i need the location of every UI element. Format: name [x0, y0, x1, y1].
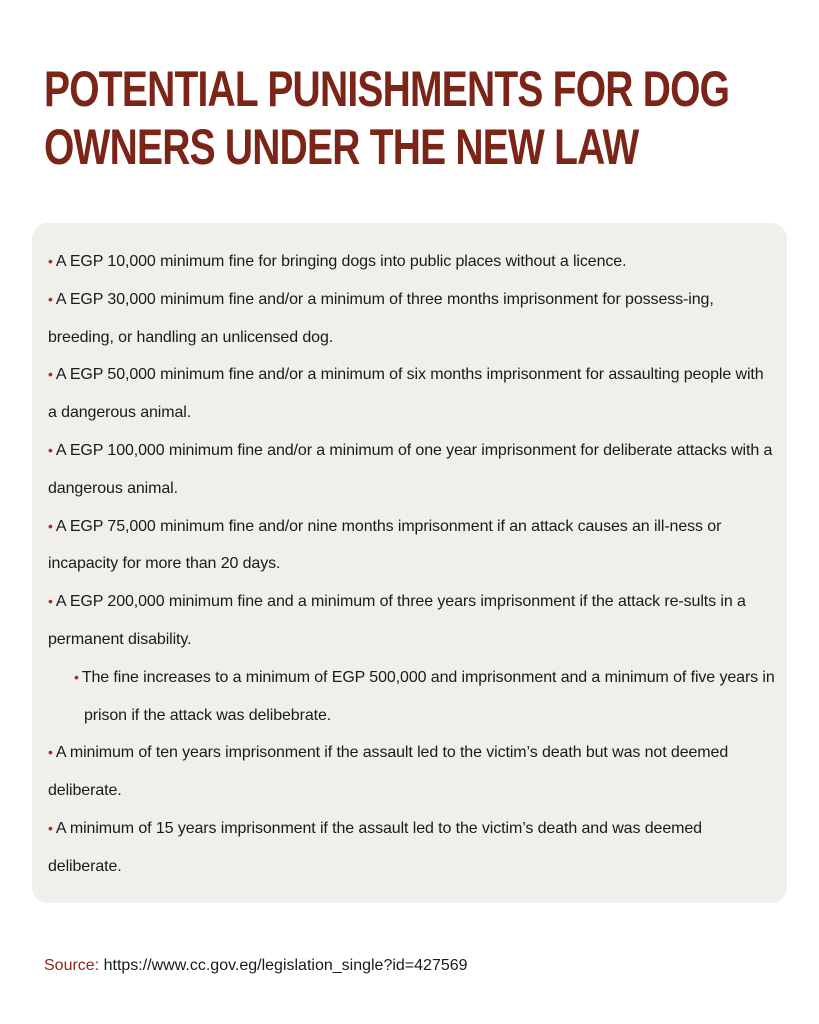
list-item	[48, 243, 776, 281]
bullet-icon: •	[74, 668, 79, 685]
list-item-text: A EGP 75,000 minimum fine and/or nine months imprisonment if an attack causes an ill-ness or incapacity for more than 20 days.	[48, 517, 722, 573]
bullet-icon: •	[48, 253, 53, 269]
list-item	[48, 734, 776, 810]
bullet-icon: •	[48, 517, 53, 534]
bullet-icon: •	[48, 593, 53, 610]
source-line	[44, 957, 468, 975]
list-item	[48, 356, 776, 432]
list-item-text: A EGP 100,000 minimum fine and/or a minimum of one year imprisonment for deliberate attacks with a dangerous animal.	[48, 441, 773, 497]
page-title	[44, 60, 785, 176]
list-item	[48, 810, 776, 886]
punishments-list	[48, 243, 776, 886]
list-item-text: A EGP 200,000 minimum fine and a minimum of three years imprisonment if the attack re-sults in a permanent disability.	[48, 593, 746, 648]
title-line-1: POTENTIAL PUNISHMENTS FOR DOG	[44, 61, 730, 117]
sub-list-item	[48, 659, 776, 735]
source-label: Source:	[44, 957, 100, 974]
list-item-text: A EGP 30,000 minimum fine and/or a minimum of three months imprisonment for possess-ing, breeding, or handling an unlicensed dog.	[48, 290, 714, 346]
list-item	[48, 583, 776, 659]
list-item	[48, 432, 776, 508]
bullet-icon: •	[48, 744, 53, 761]
bullet-icon: •	[48, 819, 53, 836]
list-item-text: The fine increases to a minimum of EGP 500,000 and imprisonment and a minimum of five years in prison if the attack was delibebrate.	[81, 668, 775, 724]
list-item-text: A EGP 10,000 minimum fine for bringing dogs into public places without a licence.	[55, 253, 627, 270]
list-item-text: A EGP 50,000 minimum fine and/or a minimum of six months imprisonment for assaulting people with a dangerous animal.	[48, 366, 764, 422]
list-item-text: A minimum of 15 years imprisonment if the assault led to the victim’s death and was deemed deliberate.	[48, 819, 702, 875]
list-item	[48, 508, 776, 584]
source-url: https://www.cc.gov.eg/legislation_single?id=427569	[103, 957, 468, 974]
bullet-icon: •	[48, 290, 53, 307]
bullet-icon: •	[48, 366, 53, 383]
list-item-text: A minimum of ten years imprisonment if the assault led to the victim’s death but was not deemed deliberate.	[48, 744, 729, 800]
title-line-2: OWNERS UNDER THE NEW LAW	[44, 119, 639, 175]
list-item	[48, 281, 776, 357]
punishments-panel	[32, 223, 787, 903]
bullet-icon: •	[48, 441, 53, 458]
